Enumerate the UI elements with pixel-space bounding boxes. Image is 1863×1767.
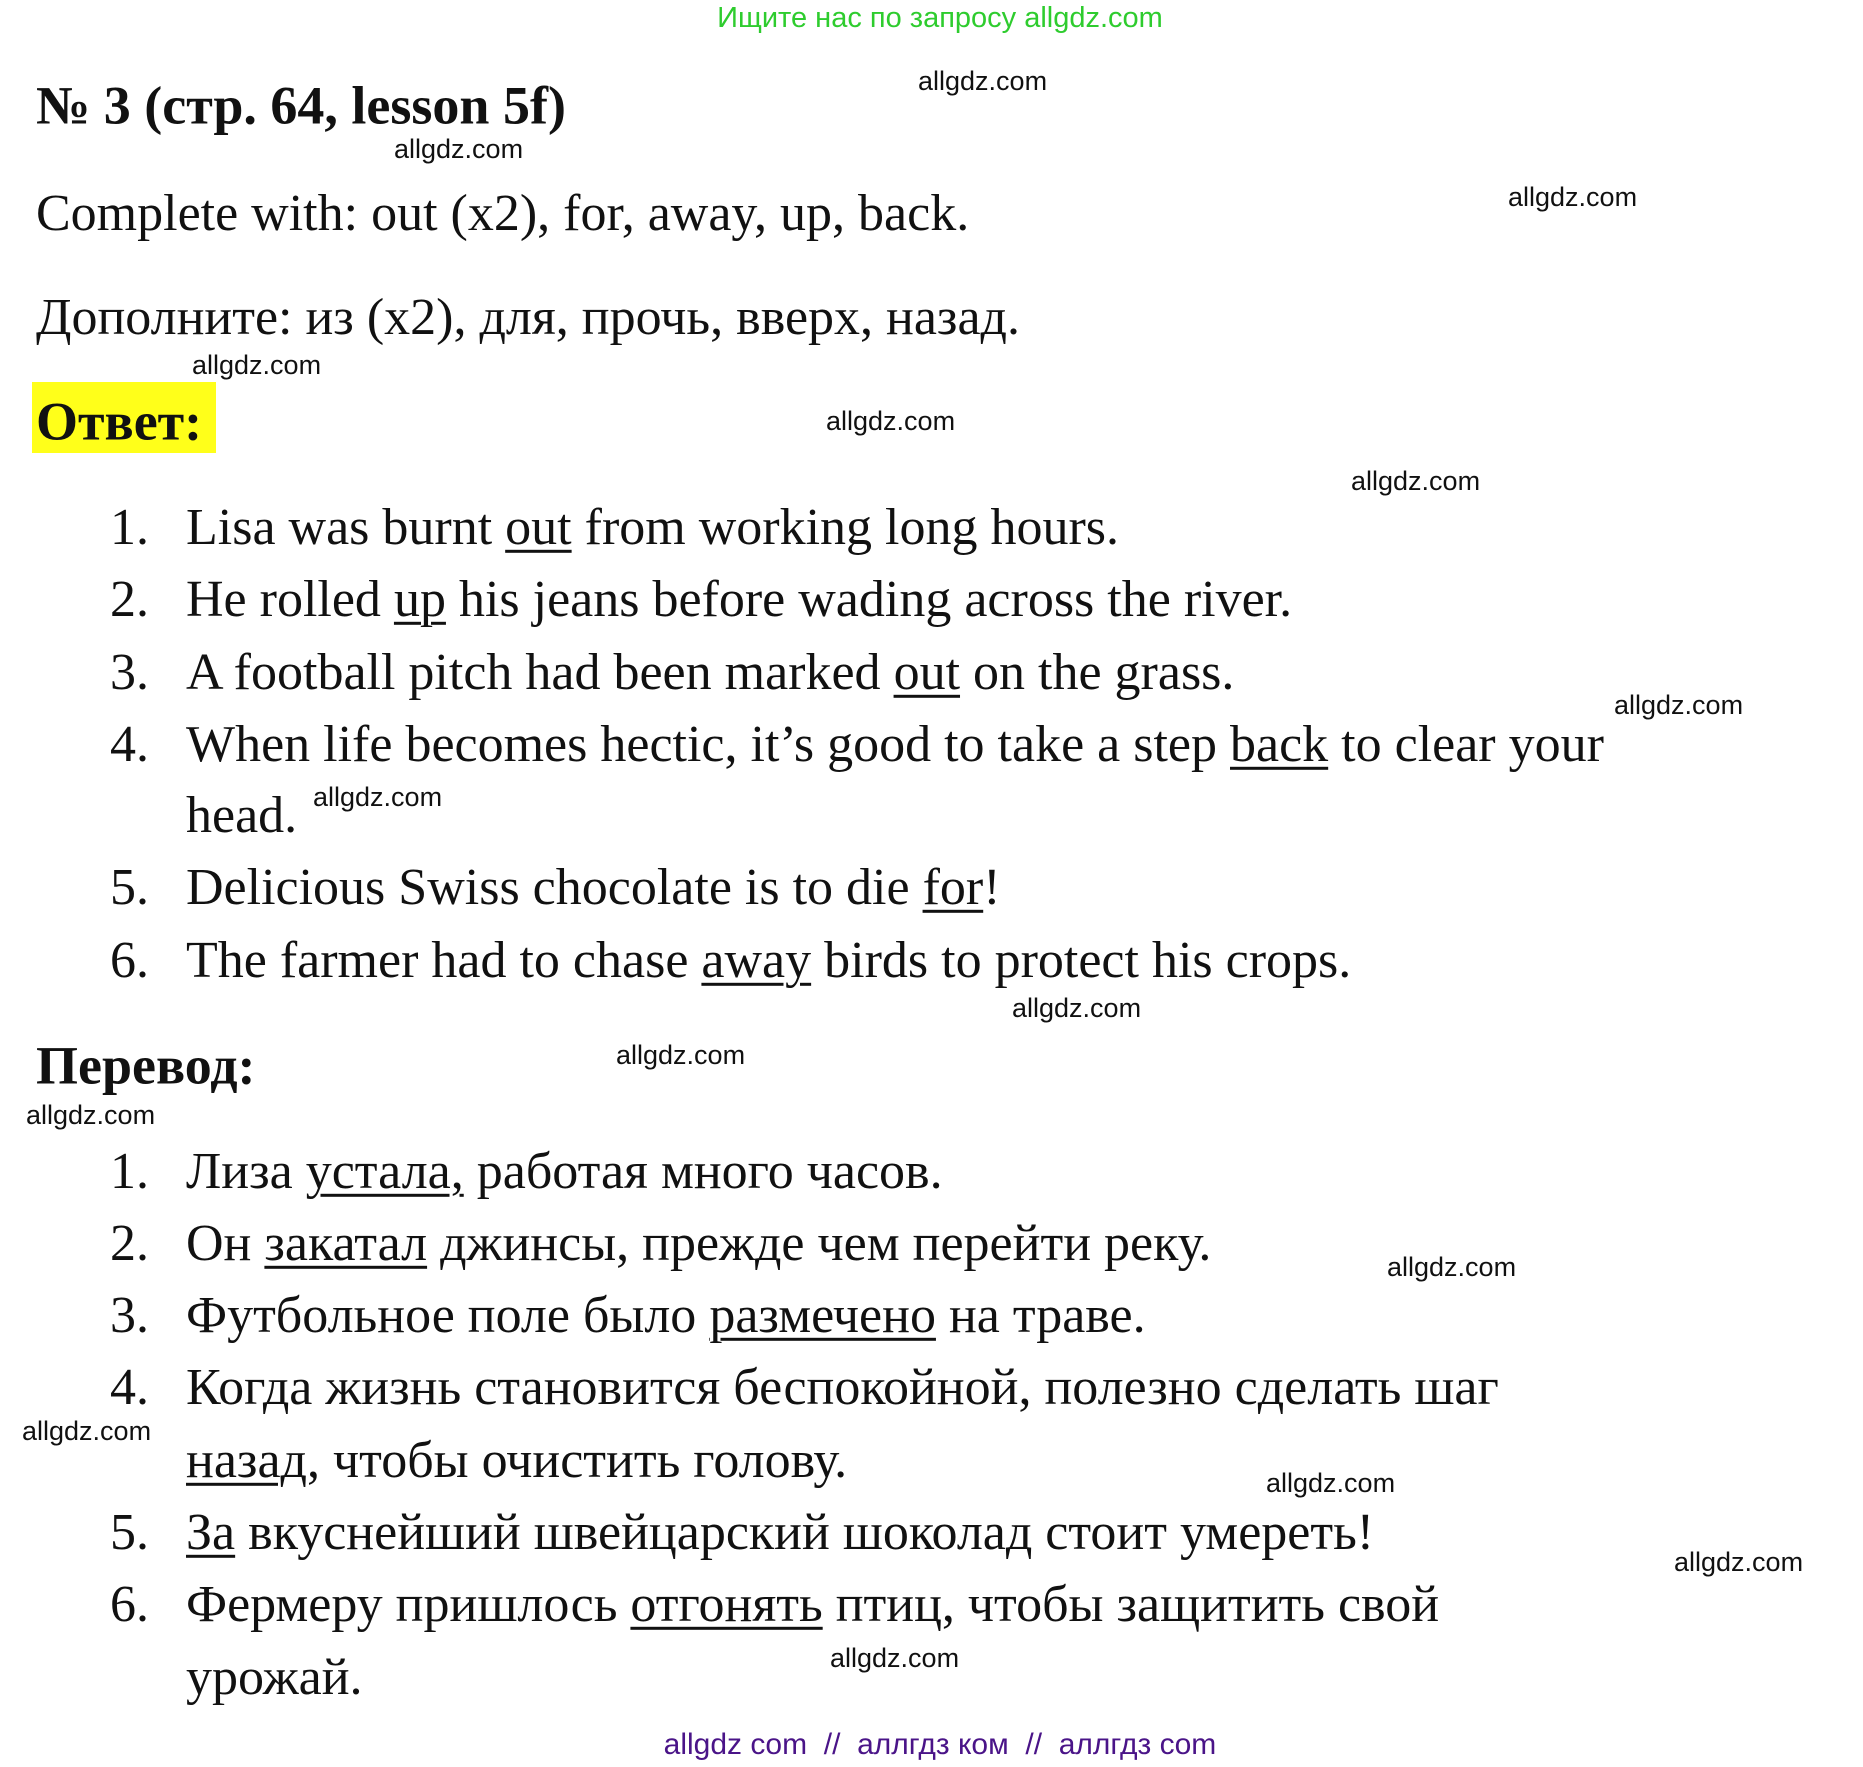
- watermark: allgdz.com: [830, 1643, 960, 1673]
- translation-item: [186, 1286, 1146, 1345]
- text: !: [983, 858, 1001, 916]
- translation-item: [186, 1575, 1439, 1634]
- search-banner: Ищите нас по запросу allgdz.com: [717, 2, 1163, 34]
- text: , чтобы очистить голову.: [307, 1431, 848, 1489]
- watermark: allgdz.com: [26, 1100, 156, 1130]
- answer-word: out: [505, 498, 572, 556]
- text: birds to protect his crops.: [811, 931, 1352, 989]
- translation-number: 1.: [110, 1142, 149, 1200]
- watermark: allgdz.com: [1508, 182, 1638, 212]
- text: his jeans before wading across the river.: [445, 570, 1293, 628]
- instruction-ru: Дополните: из (x2), для, прочь, вверх, назад.: [36, 288, 1021, 346]
- translation-number: 5.: [110, 1503, 149, 1561]
- exercise-title: № 3 (стр. 64, lesson 5f): [36, 75, 566, 136]
- watermark: allgdz.com: [1674, 1547, 1804, 1577]
- answer-number: 1.: [110, 498, 149, 556]
- watermark: allgdz.com: [1387, 1252, 1517, 1282]
- translation-item-continuation: [186, 1431, 847, 1490]
- translated-word: размечено: [709, 1286, 936, 1344]
- translation-item: [186, 1214, 1211, 1273]
- text: Delicious Swiss chocolate is to die: [186, 858, 923, 916]
- watermark: allgdz.com: [616, 1040, 746, 1070]
- instruction-en: Complete with: out (x2), for, away, up, back.: [36, 184, 970, 242]
- translation-number: 6.: [110, 1575, 149, 1633]
- answer-word: up: [393, 570, 446, 628]
- translated-word: За: [186, 1503, 236, 1561]
- watermark: allgdz.com: [1351, 466, 1481, 496]
- translated-word: устала,: [305, 1142, 464, 1200]
- text: The farmer had to chase: [186, 931, 702, 989]
- watermark: allgdz.com: [313, 782, 443, 812]
- text: from working long hours.: [571, 498, 1120, 556]
- answer-number: 5.: [110, 858, 149, 916]
- answer-item: [186, 858, 1001, 917]
- text: вкуснейший швейцарский шоколад стоит умереть!: [235, 1503, 1375, 1561]
- answer-word: away: [701, 931, 812, 989]
- answer-item: [186, 643, 1234, 702]
- watermark: allgdz.com: [826, 406, 956, 436]
- translation-item: Когда жизнь становится беспокойной, полезно сделать шаг: [186, 1358, 1499, 1416]
- text: Лиза: [186, 1142, 306, 1200]
- translated-word: отгонять: [630, 1575, 823, 1633]
- text: When life becomes hectic, it’s good to take a step: [186, 715, 1230, 773]
- text: on the grass.: [960, 643, 1235, 701]
- translated-word: закатал: [264, 1214, 428, 1272]
- text: на траве.: [935, 1286, 1146, 1344]
- translation-item: [186, 1142, 943, 1201]
- text: Он: [186, 1214, 265, 1272]
- text: работая много часов.: [463, 1142, 943, 1200]
- watermark: allgdz.com: [1614, 690, 1744, 720]
- answer-word: back: [1230, 715, 1329, 773]
- watermark: allgdz.com: [394, 134, 524, 164]
- answer-number: 3.: [110, 643, 149, 701]
- answer-number: 4.: [110, 715, 149, 773]
- translation-number: 2.: [110, 1214, 149, 1272]
- answer-item: [186, 570, 1292, 629]
- text: Фермеру пришлось: [186, 1575, 631, 1633]
- answer-item: [186, 715, 1604, 774]
- translation-heading: Перевод:: [36, 1035, 256, 1096]
- text: Lisa was burnt: [186, 498, 506, 556]
- translated-word: назад: [186, 1431, 307, 1489]
- answer-number: 2.: [110, 570, 149, 628]
- translation-number: 4.: [110, 1358, 149, 1416]
- watermark: allgdz.com: [192, 350, 322, 380]
- watermark: allgdz.com: [918, 66, 1048, 96]
- watermark: allgdz.com: [1266, 1468, 1396, 1498]
- answer-word: for: [922, 858, 984, 916]
- text: A football pitch had been marked: [186, 643, 894, 701]
- text: джинсы, прежде чем перейти реку.: [427, 1214, 1212, 1272]
- watermark: allgdz.com: [22, 1416, 152, 1446]
- answer-word: out: [893, 643, 961, 701]
- translation-item-continuation: урожай.: [186, 1648, 363, 1706]
- watermark: allgdz.com: [1012, 993, 1142, 1023]
- translation-item: [186, 1503, 1374, 1562]
- footer-watermark: allgdz com // аллгдз ком // аллгдз com: [663, 1728, 1217, 1761]
- text: to clear your: [1328, 715, 1604, 773]
- answer-item-continuation: head.: [186, 786, 298, 844]
- text: He rolled: [186, 570, 394, 628]
- text: Футбольное поле было: [186, 1286, 710, 1344]
- answer-number: 6.: [110, 931, 149, 989]
- answer-item: [186, 931, 1351, 990]
- answer-heading: Ответ:: [36, 391, 203, 452]
- translation-number: 3.: [110, 1286, 149, 1344]
- text: птиц, чтобы защитить свой: [822, 1575, 1440, 1633]
- answer-item: [186, 498, 1119, 557]
